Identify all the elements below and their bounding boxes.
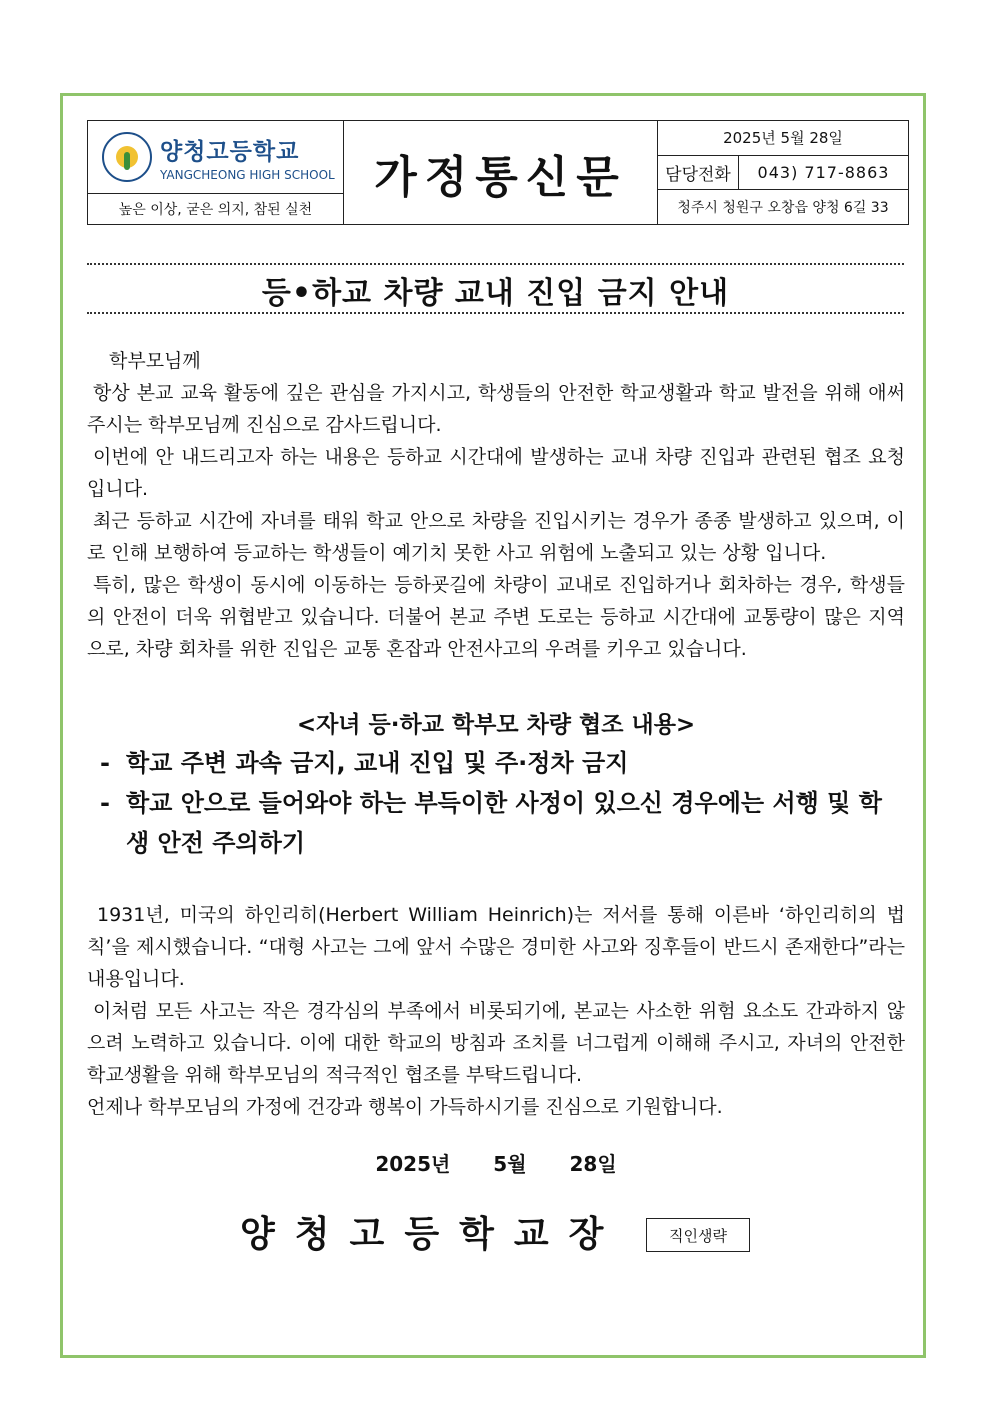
cooperation-list	[100, 743, 900, 863]
principal-name: 양청고등학교장	[240, 1214, 624, 1255]
issue-date: 2025년 5월 28일	[658, 121, 908, 156]
letter-header	[87, 120, 909, 225]
phone-number: 043) 717-8863	[757, 163, 890, 182]
paragraph: 1931년, 미국의 하인리히(Herbert William Heinrich)는 저서를 통해 이른바 ‘하인리히의 법칙’을 제시했습니다. “대형 사고는 그에 앞서 수많은 경미한 사고와 징후들이 반드시 존재한다”라는 내용입니다.	[87, 904, 905, 990]
closing-body	[87, 899, 905, 1123]
signature-year: 2025년	[375, 1152, 451, 1176]
paragraph: 최근 등하교 시간에 자녀를 태워 학교 안으로 차량을 진입시키는 경우가 종종 발생하고 있으며, 이로 인해 보행하여 등교하는 학생들이 예기치 못한 사고 위험에 노출되고 있는 상황 입니다.	[87, 510, 905, 564]
contact-info	[657, 121, 908, 224]
greeting: 학부모님께	[109, 350, 201, 372]
phone-row	[658, 156, 908, 191]
paragraph: 언제나 학부모님의 가정에 건강과 행복이 가득하시기를 진심으로 기원합니다.	[87, 1096, 723, 1118]
paragraph: 항상 본교 교육 활동에 깊은 관심을 가지시고, 학생들의 안전한 학교생활과 학교 발전을 위해 애써주시는 학부모님께 진심으로 감사드립니다.	[87, 382, 905, 436]
school-info	[88, 121, 344, 224]
notice-title: 등•하교 차량 교내 진입 금지 안내	[261, 276, 730, 311]
title-rule-top	[87, 263, 904, 265]
title-rule-bottom	[87, 312, 904, 314]
signature-date	[87, 1148, 905, 1177]
signature-month: 5월	[493, 1152, 527, 1176]
phone-label: 담당전화	[658, 156, 739, 190]
paragraph: 이번에 안 내드리고자 하는 내용은 등하교 시간대에 발생하는 교내 차량 진입과 관련된 협조 요청입니다.	[87, 446, 905, 500]
list-item: - 학교 안으로 들어와야 하는 부득이한 사정이 있으신 경우에는 서행 및 학생 안전 주의하기	[100, 789, 882, 857]
signature-day: 28일	[569, 1152, 617, 1176]
list-item: - 학교 주변 과속 금지, 교내 진입 및 주·정차 금지	[100, 749, 629, 777]
intro-body	[87, 345, 905, 665]
school-name: 양청고등학교	[160, 138, 300, 165]
paragraph: 특히, 많은 학생이 동시에 이동하는 등하굣길에 차량이 교내로 진입하거나 회차하는 경우, 학생들의 안전이 더욱 위협받고 있습니다. 더불어 본교 주변 도로는 등하교 시간대에 교통량이 많은 지역으로, 차량 회차를 위한 진입은 교통 혼잡과 안전사고의 우려를 키우고 있습니다.	[87, 574, 905, 660]
school-motto: 높은 이상, 굳은 의지, 참된 실천	[118, 202, 313, 218]
seal-omitted-box: 직인생략	[646, 1218, 750, 1252]
school-logo	[88, 121, 343, 194]
paragraph: 이처럼 모든 사고는 작은 경각심의 부족에서 비롯되기에, 본교는 사소한 위험 요소도 간과하지 않으려 노력하고 있습니다. 이에 대한 학교의 방침과 조치를 너그럽게 이해해 주시고, 자녀의 안전한 학교생활을 위해 학부모님의 적극적인 협조를 부탁드립니다.	[87, 1000, 905, 1086]
school-address: 청주시 청원구 오창읍 양청 6길 33	[677, 200, 889, 217]
document-type: 가정통신문	[374, 151, 627, 203]
school-emblem-icon	[102, 132, 152, 182]
school-name-en: YANGCHEONG HIGH SCHOOL	[160, 167, 335, 182]
cooperation-title: <자녀 등·하교 학부모 차량 협조 내용>	[296, 712, 696, 738]
